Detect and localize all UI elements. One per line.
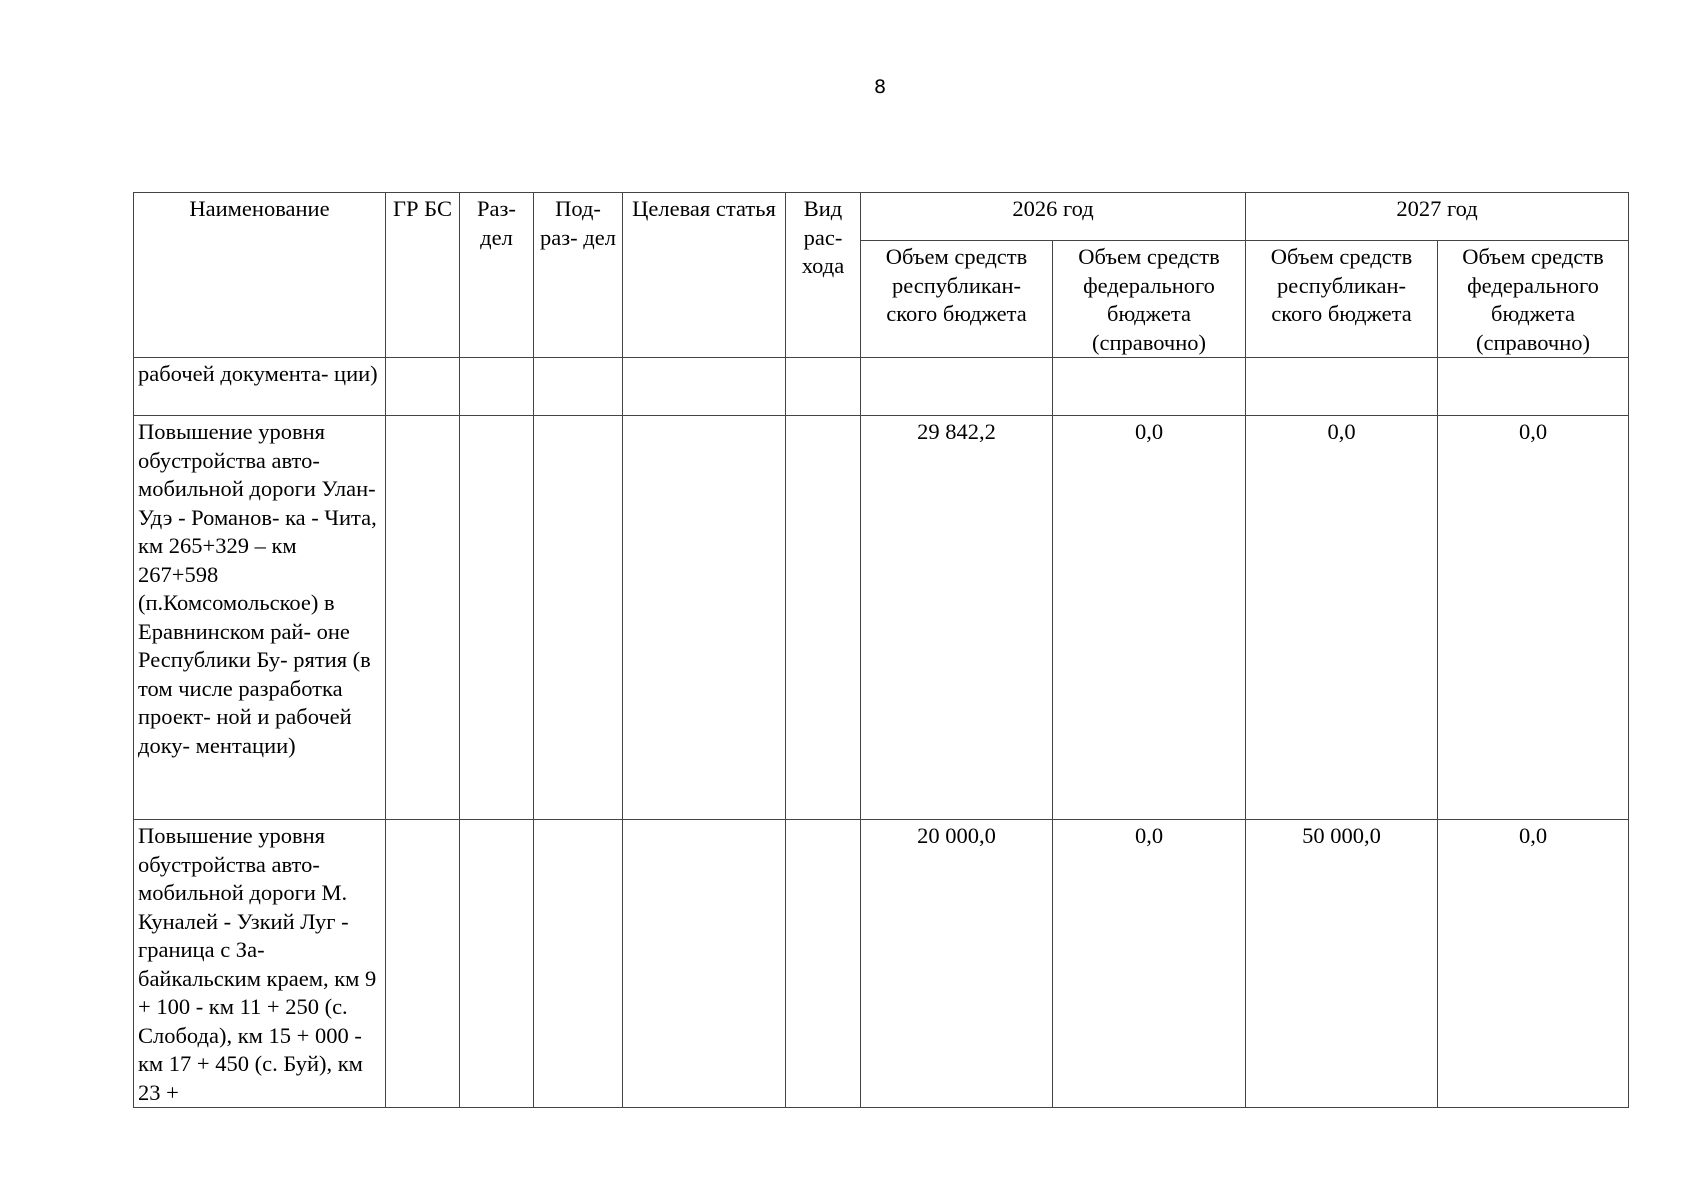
table-row (134, 358, 1629, 416)
header-grbs: ГР БС (386, 193, 460, 358)
row-vid (786, 820, 861, 1108)
row-grbs (386, 416, 460, 820)
row-federal-2026 (1053, 358, 1246, 416)
header-federal-2027: Объем средств федерального бюджета (справочно) (1438, 241, 1629, 358)
row-podrazdel (534, 820, 623, 1108)
row-grbs (386, 820, 460, 1108)
budget-table (133, 192, 1629, 1108)
row-federal-2026: 0,0 (1053, 820, 1246, 1108)
header-year-2026: 2026 год (861, 193, 1246, 241)
header-federal-2026: Объем средств федерального бюджета (справочно) (1053, 241, 1246, 358)
row-name: рабочей документа- ции) (134, 358, 386, 416)
header-year-2027: 2027 год (1246, 193, 1629, 241)
row-republican-2027: 50 000,0 (1246, 820, 1438, 1108)
row-vid (786, 416, 861, 820)
header-row-top (134, 193, 1629, 241)
row-republican-2026: 20 000,0 (861, 820, 1053, 1108)
table-row (134, 416, 1629, 820)
row-republican-2026: 29 842,2 (861, 416, 1053, 820)
row-federal-2027: 0,0 (1438, 416, 1629, 820)
row-podrazdel (534, 358, 623, 416)
row-razdel (460, 416, 534, 820)
row-celevaya (623, 416, 786, 820)
header-name: Наименование (134, 193, 386, 358)
row-federal-2027 (1438, 358, 1629, 416)
row-republican-2026 (861, 358, 1053, 416)
row-razdel (460, 358, 534, 416)
row-celevaya (623, 358, 786, 416)
table-row (134, 820, 1629, 1108)
row-name: Повышение уровня обустройства авто- мобильной дороги Улан-Удэ - Романов- ка - Чита, км 265+329 – км 267+598 (п.Комсомольское) в Еравнинском рай- оне Республики Бу- рятия (в том числе разработка проект- ной и рабочей доку- ментации) (134, 416, 386, 820)
header-vid-rashoda: Вид рас- хода (786, 193, 861, 358)
row-name: Повышение уровня обустройства авто- мобильной дороги М. Куналей - Узкий Луг - граница с За- байкальским краем, км 9 + 100 - км 11 + 250 (с. Слобода), км 15 + 000 - км 17 + 450 (с. Буй), км 23 + (134, 820, 386, 1108)
row-razdel (460, 820, 534, 1108)
row-vid (786, 358, 861, 416)
page-number: 8 (873, 76, 887, 98)
row-celevaya (623, 820, 786, 1108)
header-podrazdel: Под- раз- дел (534, 193, 623, 358)
row-federal-2027: 0,0 (1438, 820, 1629, 1108)
row-republican-2027 (1246, 358, 1438, 416)
header-republican-2026: Объем средств республикан- ского бюджета (861, 241, 1053, 358)
row-federal-2026: 0,0 (1053, 416, 1246, 820)
row-republican-2027: 0,0 (1246, 416, 1438, 820)
header-republican-2027: Объем средств республикан- ского бюджета (1246, 241, 1438, 358)
header-celevaya-statya: Целевая статья (623, 193, 786, 358)
row-podrazdel (534, 416, 623, 820)
header-razdel: Раз- дел (460, 193, 534, 358)
row-grbs (386, 358, 460, 416)
